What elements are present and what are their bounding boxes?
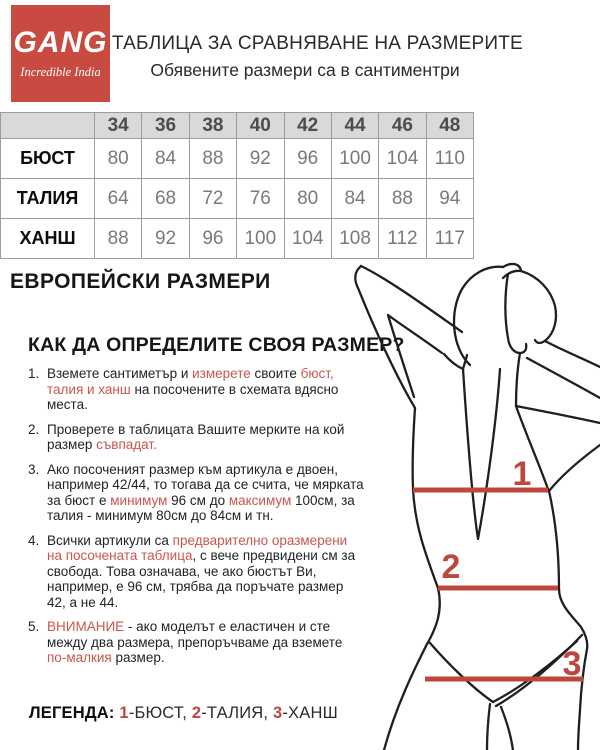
- highlighted-text: по-малкия: [47, 650, 112, 665]
- brand-tagline: Incredible India: [20, 64, 101, 79]
- instruction-number: 4.: [28, 532, 40, 548]
- legend-number: 1: [119, 704, 129, 722]
- measurement-row-label: ХАНШ: [1, 219, 95, 259]
- size-value-cell: 117: [426, 219, 473, 259]
- legend: [29, 704, 338, 723]
- how-to-heading: КАК ДА ОПРЕДЕЛИТЕ СВОЯ РАЗМЕР?: [28, 334, 405, 356]
- measurement-row-label: БЮСТ: [1, 139, 95, 179]
- plain-text: 100см, за талия - минимум 80см до 84см и тн.: [47, 492, 355, 523]
- waist-line-label: 2: [441, 548, 461, 586]
- size-value-cell: 88: [379, 179, 426, 219]
- size-table-body: [1, 139, 474, 259]
- figure-torso-right: [549, 491, 587, 649]
- size-value-cell: 94: [426, 179, 473, 219]
- figure-right-forearm-bottom: [527, 358, 600, 398]
- instruction-number: 5.: [28, 619, 40, 634]
- figure-hair-part: [503, 271, 521, 278]
- page-subtitle: Обявените размери са в сантиментри: [150, 60, 460, 80]
- highlighted-text: минимум: [110, 492, 168, 508]
- size-table-header-row: [1, 113, 474, 139]
- size-column-header: 38: [189, 113, 236, 139]
- size-column-header: 42: [284, 113, 331, 139]
- instruction-text: [47, 366, 338, 412]
- brand-name: GANG: [13, 25, 108, 59]
- hips-line-label: 3: [562, 645, 582, 683]
- instruction-item: [28, 462, 364, 524]
- figure-hair-left: [454, 267, 503, 365]
- plain-text: на посочените в схемата вдясно места.: [47, 381, 339, 412]
- size-value-cell: 76: [237, 179, 284, 219]
- measurement-row: [1, 139, 474, 179]
- highlighted-text: съвпадат.: [96, 437, 157, 452]
- plain-text: Вземете сантиметър и: [47, 366, 193, 381]
- highlighted-text: измерете: [192, 366, 251, 381]
- legend-measure-name: -БЮСТ,: [128, 704, 192, 722]
- plain-text: , с вече предвидени см за свобода. Това означава, че ако бюстът Ви, например, е 96 см, трябва да поръчате размер 42, а не 44.: [47, 548, 356, 610]
- size-value-cell: 88: [95, 219, 142, 259]
- european-sizes-heading: ЕВРОПЕЙСКИ РАЗМЕРИ: [10, 270, 271, 293]
- figure-hand-behind-neck: [444, 354, 463, 369]
- brand-logo: [11, 5, 110, 102]
- size-value-cell: 92: [237, 139, 284, 179]
- size-value-cell: 96: [284, 139, 331, 179]
- plain-text: Ако посоченият размер към артикула е двоен, например 42/44, то тогава да се счита, че мярката за бюст е: [47, 461, 364, 508]
- header: [112, 33, 523, 81]
- instruction-text: [47, 462, 364, 524]
- instruction-text: [47, 533, 355, 610]
- figure-left-elbow-upperarm: [355, 266, 415, 408]
- page-title: ТАБЛИЦА ЗА СРАВНЯВАНЕ НА РАЗМЕРИТЕ: [112, 33, 523, 54]
- figure-right-upperarm: [549, 445, 600, 491]
- size-value-cell: 100: [331, 139, 378, 179]
- figure-face-profile: [505, 274, 526, 353]
- highlighted-text: ВНИМАНИЕ: [47, 619, 125, 634]
- size-value-cell: 88: [189, 139, 236, 179]
- size-comparison-table: [0, 112, 474, 259]
- plain-text: 96 см до: [167, 492, 229, 508]
- figure-left-thigh: [384, 646, 426, 750]
- instruction-number: 2.: [28, 421, 40, 437]
- instruction-item: [28, 366, 364, 413]
- size-value-cell: 84: [331, 179, 378, 219]
- size-value-cell: 112: [379, 219, 426, 259]
- plain-text: своите: [250, 366, 301, 381]
- measurement-row: [1, 179, 474, 219]
- instruction-item: [28, 422, 364, 453]
- instruction-text: [47, 619, 342, 665]
- body-measurement-figure: [350, 258, 600, 750]
- figure-hair-strands-front: [463, 369, 500, 539]
- figure-left-arm-inner: [388, 315, 442, 397]
- size-value-cell: 72: [189, 179, 236, 219]
- size-column-header: 48: [426, 113, 473, 139]
- size-value-cell: 80: [284, 179, 331, 219]
- size-value-cell: 104: [284, 219, 331, 259]
- bust-line-label: 1: [512, 455, 532, 493]
- legend-number: 3: [272, 704, 283, 722]
- size-column-header: 44: [331, 113, 378, 139]
- measurement-row: [1, 219, 474, 259]
- plain-text: Всички артикули са: [47, 532, 173, 548]
- size-table-head: [1, 113, 474, 139]
- table-corner-cell: [1, 113, 95, 139]
- plain-text: Проверете в таблицата Вашите мерките на кой размер: [47, 421, 345, 452]
- legend-items: [119, 704, 337, 722]
- size-value-cell: 64: [95, 179, 142, 219]
- measurement-row-label: ТАЛИЯ: [1, 179, 95, 219]
- size-column-header: 46: [379, 113, 426, 139]
- highlighted-text: бюст, талия и ханш: [47, 366, 334, 397]
- size-value-cell: 92: [142, 219, 189, 259]
- size-value-cell: 104: [379, 139, 426, 179]
- figure-left-inner-leg: [487, 704, 490, 750]
- figure-torso-left: [413, 408, 440, 646]
- instruction-text: [47, 422, 344, 453]
- instruction-item: [28, 619, 364, 666]
- instructions-list: [28, 366, 364, 675]
- figure-right-forearm-top: [545, 341, 600, 367]
- highlighted-text: предварително оразмерени на посочената таблица: [47, 532, 348, 563]
- size-value-cell: 80: [95, 139, 142, 179]
- legend-label: ЛЕГЕНДА:: [29, 704, 115, 722]
- instruction-number: 3.: [28, 461, 40, 477]
- size-column-header: 34: [95, 113, 142, 139]
- plain-text: размер.: [111, 650, 165, 665]
- figure-hair-right: [521, 271, 556, 343]
- instruction-number: 1.: [28, 366, 40, 381]
- highlighted-text: максимум: [228, 492, 292, 508]
- instruction-item: [28, 533, 364, 611]
- figure-bikini-left-band: [430, 643, 493, 702]
- figure-right-armpit-inner: [516, 406, 600, 423]
- plain-text: - ако моделът е еластичен и сте между два размера, препоръчваме да вземете: [47, 619, 343, 650]
- size-column-header: 36: [142, 113, 189, 139]
- size-value-cell: 100: [237, 219, 284, 259]
- size-value-cell: 68: [142, 179, 189, 219]
- size-value-cell: 96: [189, 219, 236, 259]
- figure-right-inner-leg: [501, 707, 513, 750]
- legend-number: 2: [191, 704, 202, 722]
- figure-left-forearm: [361, 266, 462, 332]
- size-value-cell: 108: [331, 219, 378, 259]
- size-value-cell: 84: [142, 139, 189, 179]
- legend-measure-name: -ТАЛИЯ,: [201, 704, 273, 722]
- size-column-header: 40: [237, 113, 284, 139]
- size-value-cell: 110: [426, 139, 473, 179]
- legend-measure-name: -ХАНШ: [282, 704, 338, 722]
